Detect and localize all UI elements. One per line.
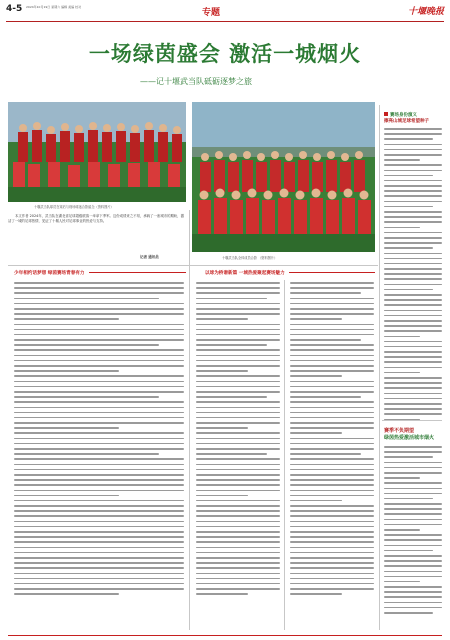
page-headline: 一场绿茵盛会 激活一城烟火 [88, 41, 362, 66]
section-left-header [14, 268, 186, 277]
section-right-header [384, 428, 442, 442]
side-box-title-1-text: 赛场身份演义 [390, 113, 417, 118]
page-subheadline: ——记十堰武当队砥砺逐梦之旅 [140, 77, 252, 86]
side-box-title-2: 擦亮山城足球希望种子 [384, 119, 429, 124]
page-footer-rule [8, 635, 442, 636]
fans-photo-illustration [8, 102, 186, 202]
team-photo-illustration [192, 102, 375, 252]
side-box-title-1 [384, 112, 442, 119]
section-middle-title: 以球为桥谱新篇 一城热爱聚起赛场魅力 [205, 270, 285, 276]
newspaper-logo: 十堰晚报 [407, 7, 444, 17]
middle-left-body-text [196, 282, 280, 598]
fans-photo [8, 102, 186, 202]
team-photo-caption: 十堰武当队全体成员合影 （资料图片） [222, 256, 278, 260]
right-bottom-body-text [384, 446, 442, 617]
side-box-body [384, 128, 442, 424]
left-body-text [14, 282, 184, 598]
side-box [384, 112, 442, 125]
section-right-title-2: 绿茵热爱激活城市烟火 [384, 435, 435, 441]
section-right-title-1: 赛季不负期望 [384, 428, 415, 434]
fans-photo-caption: 十堰武当队球员在赛后与现场球迷合影留念（资料图片） [34, 205, 114, 209]
page-number: 4-5 [6, 4, 23, 14]
intro-paragraph: 本文作者 2024年，武当队在湖北省足球超级联赛一举拿下季军。这份成绩来之不易，承载了一座城市的期盼，激活了一城的足球热情，见证了十堰人民对足球事业的热爱与支持。 [8, 214, 185, 224]
middle-right-body-text [290, 282, 374, 598]
section-left-title: 少年相约话梦想 绿茵赛场青春有力 [14, 270, 85, 276]
byline: 记者 通讯员 [140, 255, 159, 259]
square-bullet-icon [384, 112, 388, 116]
team-photo [192, 102, 375, 252]
section-middle-header [205, 268, 375, 277]
section-title: 专题 [202, 8, 221, 18]
date-line: 2024年10月19日 星期六 编辑 美编 校对 [26, 5, 82, 9]
page-header [6, 4, 444, 22]
